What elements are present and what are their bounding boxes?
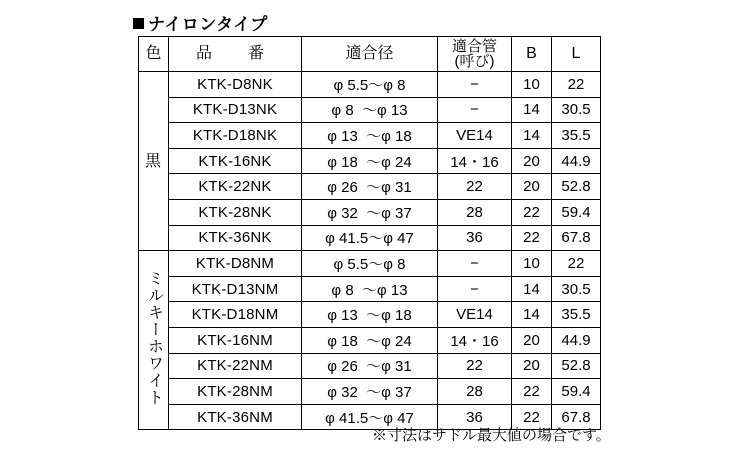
group-label-black-text: 黒: [144, 152, 162, 170]
cell-l: 44.9: [552, 327, 601, 353]
cell-pipe: VE14: [438, 123, 512, 149]
cell-diameter: φ 13 〜φ 18: [302, 302, 438, 328]
table-row: [139, 148, 601, 174]
cell-diameter: φ 8 〜φ 13: [302, 276, 438, 302]
cell-l: 44.9: [552, 148, 601, 174]
cell-l: 67.8: [552, 404, 601, 430]
cell-diameter: φ 18 〜φ 24: [302, 148, 438, 174]
cell-model: KTK-28NK: [169, 199, 302, 225]
cell-diameter: φ 41.5〜φ 47: [302, 404, 438, 430]
table-row: [139, 251, 601, 277]
column-header-diameter: 適合径: [302, 37, 438, 72]
square-bullet-icon: [133, 18, 144, 29]
cell-pipe: 28: [438, 199, 512, 225]
cell-model: KTK-22NM: [169, 353, 302, 379]
group-label-milky-white-text: ミルキーホワイト: [145, 270, 163, 407]
cell-pipe: VE14: [438, 302, 512, 328]
cell-pipe: −: [438, 251, 512, 277]
cell-pipe: −: [438, 97, 512, 123]
column-header-model: 品 番: [169, 37, 302, 72]
table-row: [139, 379, 601, 405]
cell-l: 22: [552, 72, 601, 98]
cell-model: KTK-D8NK: [169, 72, 302, 98]
cell-b: 10: [512, 72, 552, 98]
cell-model: KTK-22NK: [169, 174, 302, 200]
table-row: [139, 199, 601, 225]
column-header-pipe-line2: (呼び): [454, 53, 495, 70]
cell-l: 30.5: [552, 97, 601, 123]
cell-model: KTK-D13NM: [169, 276, 302, 302]
page-title: [133, 10, 268, 35]
cell-diameter: φ 26 〜φ 31: [302, 353, 438, 379]
cell-b: 22: [512, 404, 552, 430]
cell-model: KTK-16NK: [169, 148, 302, 174]
spec-table: [138, 36, 601, 430]
group-label-milky-white: [139, 251, 169, 430]
footnote: ※寸法はサドル最大値の場合です。: [372, 427, 611, 444]
cell-pipe: −: [438, 276, 512, 302]
cell-pipe: 22: [438, 174, 512, 200]
cell-pipe: 28: [438, 379, 512, 405]
cell-pipe: −: [438, 72, 512, 98]
cell-b: 20: [512, 327, 552, 353]
cell-pipe: 14・16: [438, 327, 512, 353]
cell-b: 20: [512, 174, 552, 200]
cell-b: 22: [512, 379, 552, 405]
cell-diameter: φ 18 〜φ 24: [302, 327, 438, 353]
cell-diameter: φ 32 〜φ 37: [302, 379, 438, 405]
cell-l: 59.4: [552, 199, 601, 225]
table-row: [139, 123, 601, 149]
cell-b: 20: [512, 353, 552, 379]
cell-l: 22: [552, 251, 601, 277]
table-row: [139, 174, 601, 200]
cell-model: KTK-16NM: [169, 327, 302, 353]
table-row: [139, 72, 601, 98]
cell-model: KTK-D13NK: [169, 97, 302, 123]
cell-pipe: 22: [438, 353, 512, 379]
table-header-row: [139, 37, 601, 72]
page-title-text: ナイロンタイプ: [148, 15, 268, 34]
cell-model: KTK-D8NM: [169, 251, 302, 277]
table-body-black: [139, 72, 601, 251]
cell-model: KTK-36NM: [169, 404, 302, 430]
cell-diameter: φ 8 〜φ 13: [302, 97, 438, 123]
table-row: [139, 327, 601, 353]
group-label-black: [139, 72, 169, 251]
cell-l: 67.8: [552, 225, 601, 251]
cell-b: 14: [512, 302, 552, 328]
table-row: [139, 225, 601, 251]
cell-l: 52.8: [552, 353, 601, 379]
cell-model: KTK-D18NM: [169, 302, 302, 328]
cell-l: 52.8: [552, 174, 601, 200]
cell-diameter: φ 13 〜φ 18: [302, 123, 438, 149]
table-body-milky-white: [139, 251, 601, 430]
cell-b: 10: [512, 251, 552, 277]
cell-pipe: 36: [438, 225, 512, 251]
cell-b: 14: [512, 97, 552, 123]
cell-l: 30.5: [552, 276, 601, 302]
cell-pipe: 36: [438, 404, 512, 430]
cell-b: 14: [512, 123, 552, 149]
cell-model: KTK-28NM: [169, 379, 302, 405]
table-row: [139, 97, 601, 123]
cell-b: 22: [512, 199, 552, 225]
cell-model: KTK-36NK: [169, 225, 302, 251]
column-header-color: 色: [139, 37, 169, 72]
cell-model: KTK-D18NK: [169, 123, 302, 149]
column-header-l: L: [552, 37, 601, 72]
cell-b: 20: [512, 148, 552, 174]
cell-pipe: 14・16: [438, 148, 512, 174]
table-header: [139, 37, 601, 72]
table-row: [139, 276, 601, 302]
column-header-b: B: [512, 37, 552, 72]
cell-l: 59.4: [552, 379, 601, 405]
table-row: [139, 302, 601, 328]
cell-l: 35.5: [552, 302, 601, 328]
cell-b: 14: [512, 276, 552, 302]
cell-diameter: φ 5.5〜φ 8: [302, 72, 438, 98]
cell-l: 35.5: [552, 123, 601, 149]
column-header-pipe: [438, 37, 512, 72]
table-row: [139, 353, 601, 379]
column-header-pipe-line1: 適合管: [451, 38, 497, 55]
cell-diameter: φ 5.5〜φ 8: [302, 251, 438, 277]
cell-b: 22: [512, 225, 552, 251]
cell-diameter: φ 32 〜φ 37: [302, 199, 438, 225]
cell-diameter: φ 26 〜φ 31: [302, 174, 438, 200]
cell-diameter: φ 41.5〜φ 47: [302, 225, 438, 251]
